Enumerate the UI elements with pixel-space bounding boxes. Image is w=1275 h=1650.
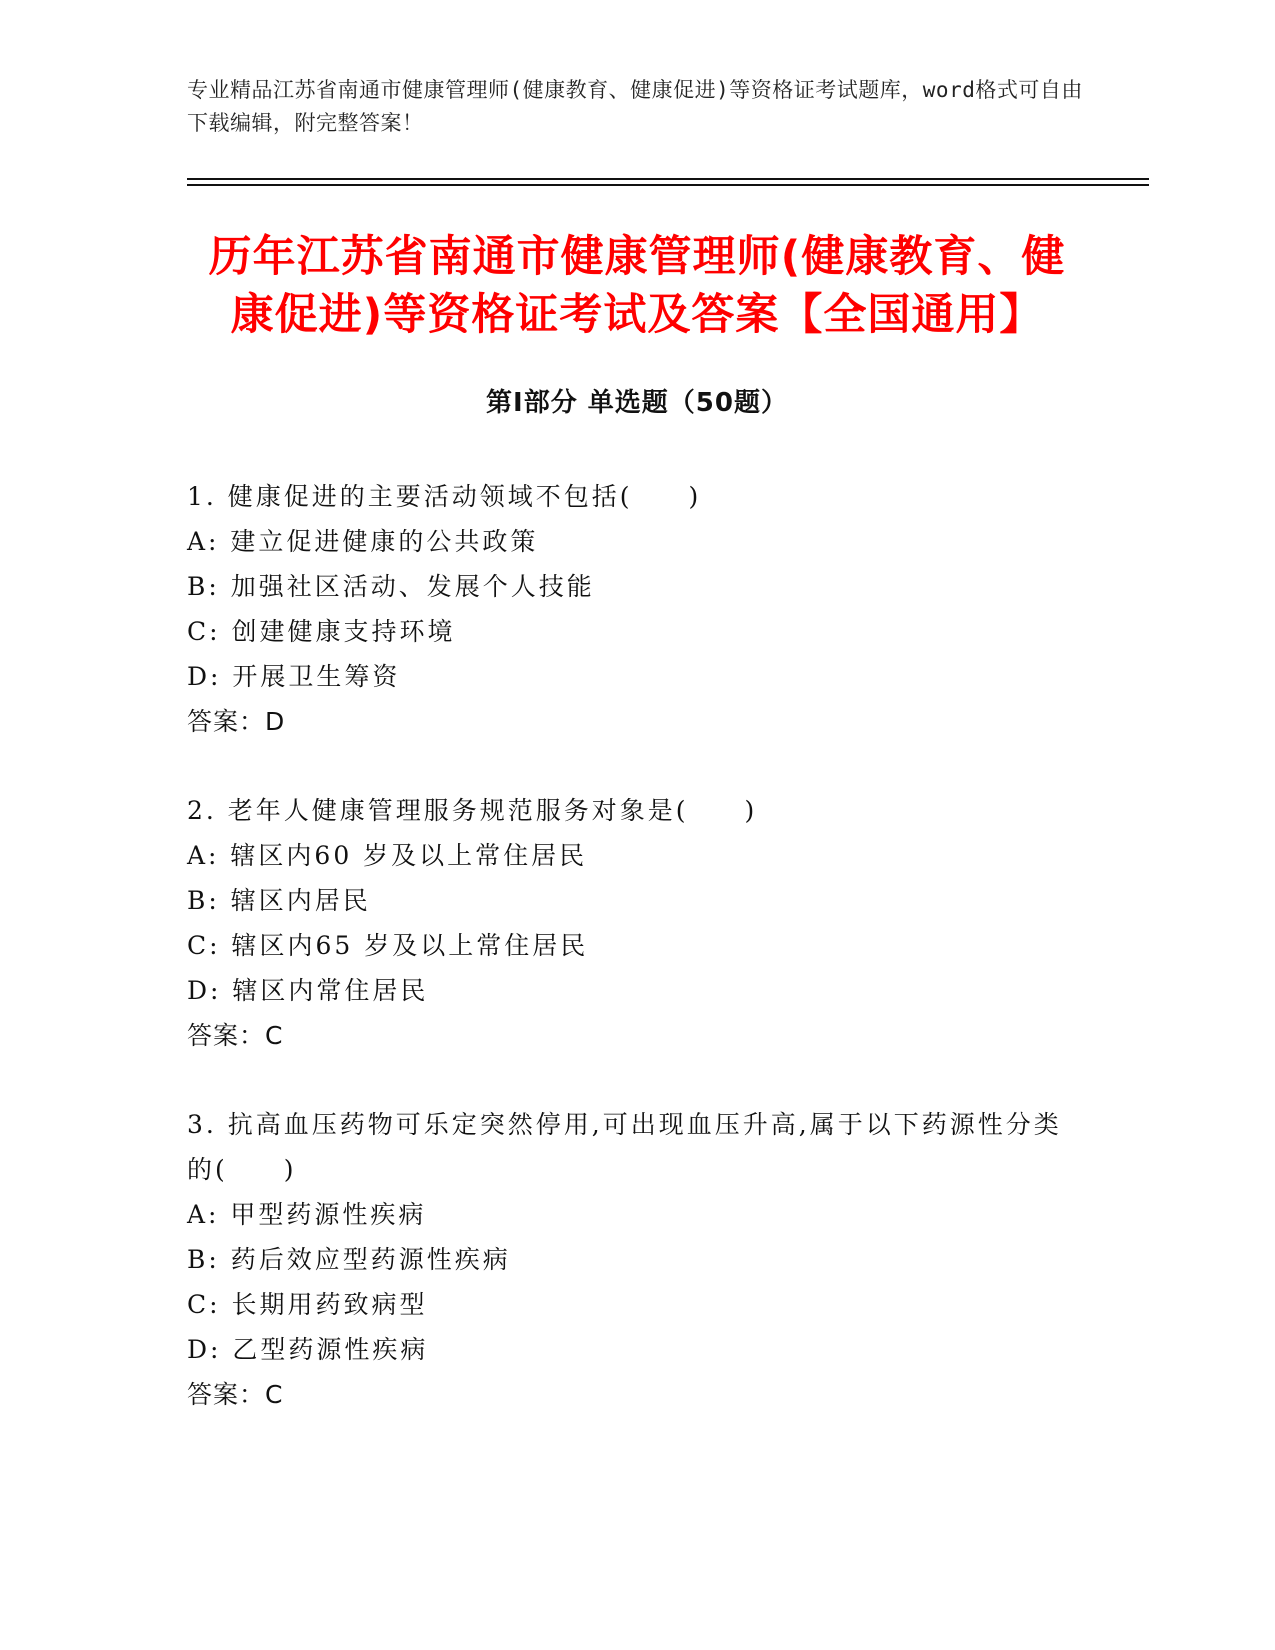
section-heading: 第Ⅰ部分 单选题（50题） — [486, 388, 788, 418]
question-item — [187, 1102, 1087, 1417]
header-divider-top — [187, 178, 1149, 180]
option-c: C: 辖区内65 岁及以上常住居民 — [187, 931, 589, 960]
question-item — [187, 788, 1087, 1058]
header-note: 专业精品江苏省南通市健康管理师(健康教育、健康促进)等资格证考试题库，word格式可自由下载编辑，附完整答案！ — [187, 78, 1083, 135]
option-c: C: 长期用药致病型 — [187, 1290, 428, 1319]
option-d: D: 乙型药源性疾病 — [187, 1335, 429, 1364]
document-title: 历年江苏省南通市健康管理师(健康教育、健康促进)等资格证考试及答案【全国通用】 — [208, 232, 1066, 340]
question-list — [187, 474, 1087, 1461]
header-divider-bottom — [187, 184, 1149, 186]
option-b: B: 辖区内居民 — [187, 886, 371, 915]
option-b: B: 药后效应型药源性疾病 — [187, 1245, 511, 1274]
question-stem: 3. 抗高血压药物可乐定突然停用,可出现血压升高,属于以下药源性分类的( ) — [187, 1110, 1062, 1184]
option-a: A: 辖区内60 岁及以上常住居民 — [187, 841, 588, 870]
option-b: B: 加强社区活动、发展个人技能 — [187, 572, 595, 601]
option-d: D: 开展卫生筹资 — [187, 662, 401, 691]
option-d: D: 辖区内常住居民 — [187, 976, 429, 1005]
question-item — [187, 474, 1087, 744]
answer-line: 答案：C — [187, 1380, 284, 1409]
question-stem: 1. 健康促进的主要活动领域不包括( ) — [187, 482, 702, 511]
option-a: A: 甲型药源性疾病 — [187, 1200, 427, 1229]
answer-line: 答案：D — [187, 707, 286, 736]
question-stem: 2. 老年人健康管理服务规范服务对象是( ) — [187, 796, 758, 825]
option-a: A: 建立促进健康的公共政策 — [187, 527, 539, 556]
option-c: C: 创建健康支持环境 — [187, 617, 456, 646]
answer-line: 答案：C — [187, 1021, 284, 1050]
